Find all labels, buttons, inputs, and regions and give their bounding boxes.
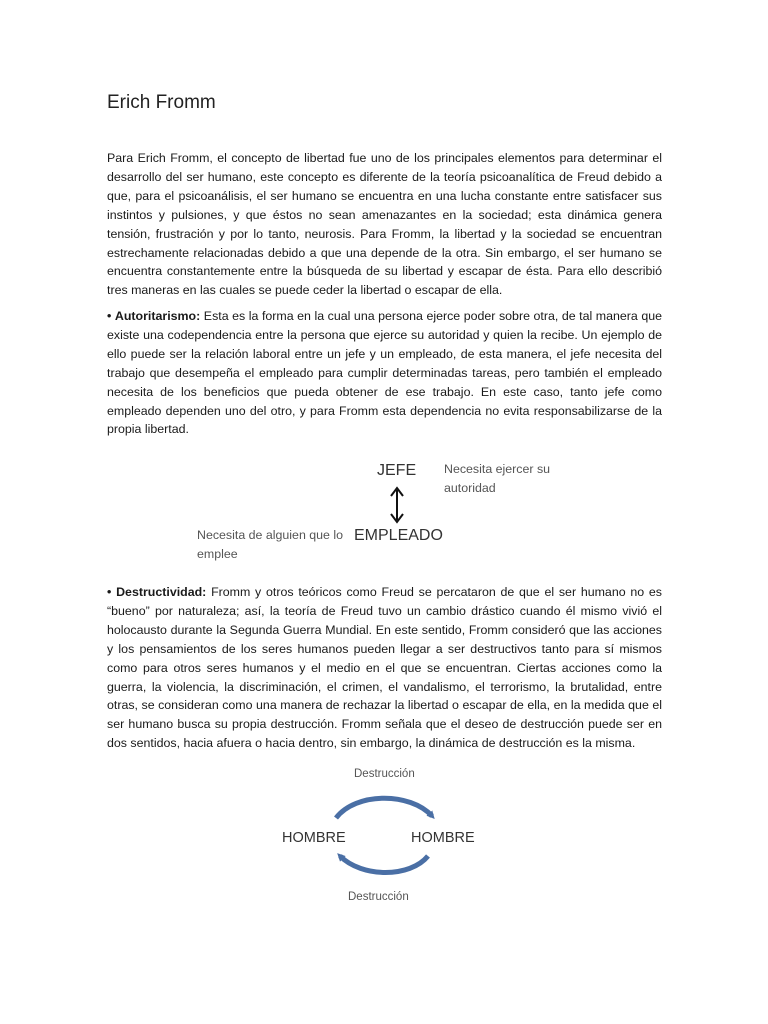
cycle-top-label: Destrucción	[354, 768, 415, 780]
diagram-jefe-label: JEFE	[377, 462, 417, 479]
bullet-icon: •	[107, 585, 112, 599]
autoritarismo-term: Autoritarismo:	[114, 309, 201, 323]
diagram-empleado-note: Necesita de alguien que lo emplee	[197, 528, 344, 561]
intro-paragraph: Para Erich Fromm, el concepto de libertad fue uno de los principales elementos para determinar el desarrollo del ser humano, este concepto es diferente de la teoría psicoanalítica de Freud debido a que, para el psicoanálisis, el ser humano se encuentra en una lucha constante entre satisfacer sus instintos y pulsiones, y que éstos no sean amenazantes en la sociedad; esta dinámica genera tensión, frustración y por lo tanto, neurosis. Para Fromm, la libertad y la sociedad se encuentran estrechamente relacionadas debido a que una depende de la otra. Sin embargo, el ser humano se encuentra constantemente entre la búsqueda de su libertad y escapar de ésta. Para ello describió tres maneras en las cuales se puede ceder la libertad o escapar de ella.	[107, 151, 662, 298]
autoritarismo-text: Esta es la forma en la cual una persona ejerce poder sobre otra, de tal manera que existe una codependencia entre la persona que ejerce su autoridad y quien la recibe. Un ejemplo de ello puede ser la relación laboral entre un jefe y un empleado, de esta manera, el jefe necesita del trabajo que desempeña el empleado para cumplir determinadas tareas, pero también el empleado necesita de los beneficios que pueda obtener de ese trabajo. En este caso, tanto jefe como empleado dependen uno del otro, y para Fromm esta dependencia no evita responsabilizarse de la propia libertad.	[107, 309, 662, 437]
autoritarismo-paragraph	[107, 307, 662, 439]
double-arrow-icon	[388, 485, 406, 525]
diagram-jefe-note: Necesita ejercer su autoridad	[444, 462, 551, 495]
page-title: Erich Fromm	[107, 92, 216, 113]
diagram-empleado-label: EMPLEADO	[354, 527, 443, 544]
destructividad-term: Destructividad:	[116, 585, 207, 599]
destructividad-paragraph	[107, 583, 662, 753]
cycle-right-hombre: HOMBRE	[411, 830, 475, 846]
bullet-icon: •	[107, 309, 112, 323]
cycle-bottom-label: Destrucción	[348, 891, 409, 903]
destructividad-text: Fromm y otros teóricos como Freud se percataron de que el ser humano no es “bueno” por naturaleza; así, la teoría de Freud tuvo un cambio drástico cuando él mismo vivió el holocausto durante la Segunda Guerra Mundial. En este sentido, Fromm consideró que las acciones y los pensamientos de los seres humanos pueden llegar a ser destructivos tanto para sí mismos como para otros seres humanos y el medio en el que se encuentran. Ciertas acciones como la guerra, la violencia, la discriminación, el crimen, el vandalismo, el terrorismo, la brutalidad, entre otras, se consideran como una manera de rechazar la libertad o escapar de ella, en la medida que el ser humano busca su propia destrucción. Fromm señala que el deseo de destrucción puede ser en dos sentidos, hacia afuera o hacia dentro, sin embargo, la dinámica de destrucción es la misma.	[107, 585, 662, 751]
cycle-left-hombre: HOMBRE	[282, 830, 346, 846]
